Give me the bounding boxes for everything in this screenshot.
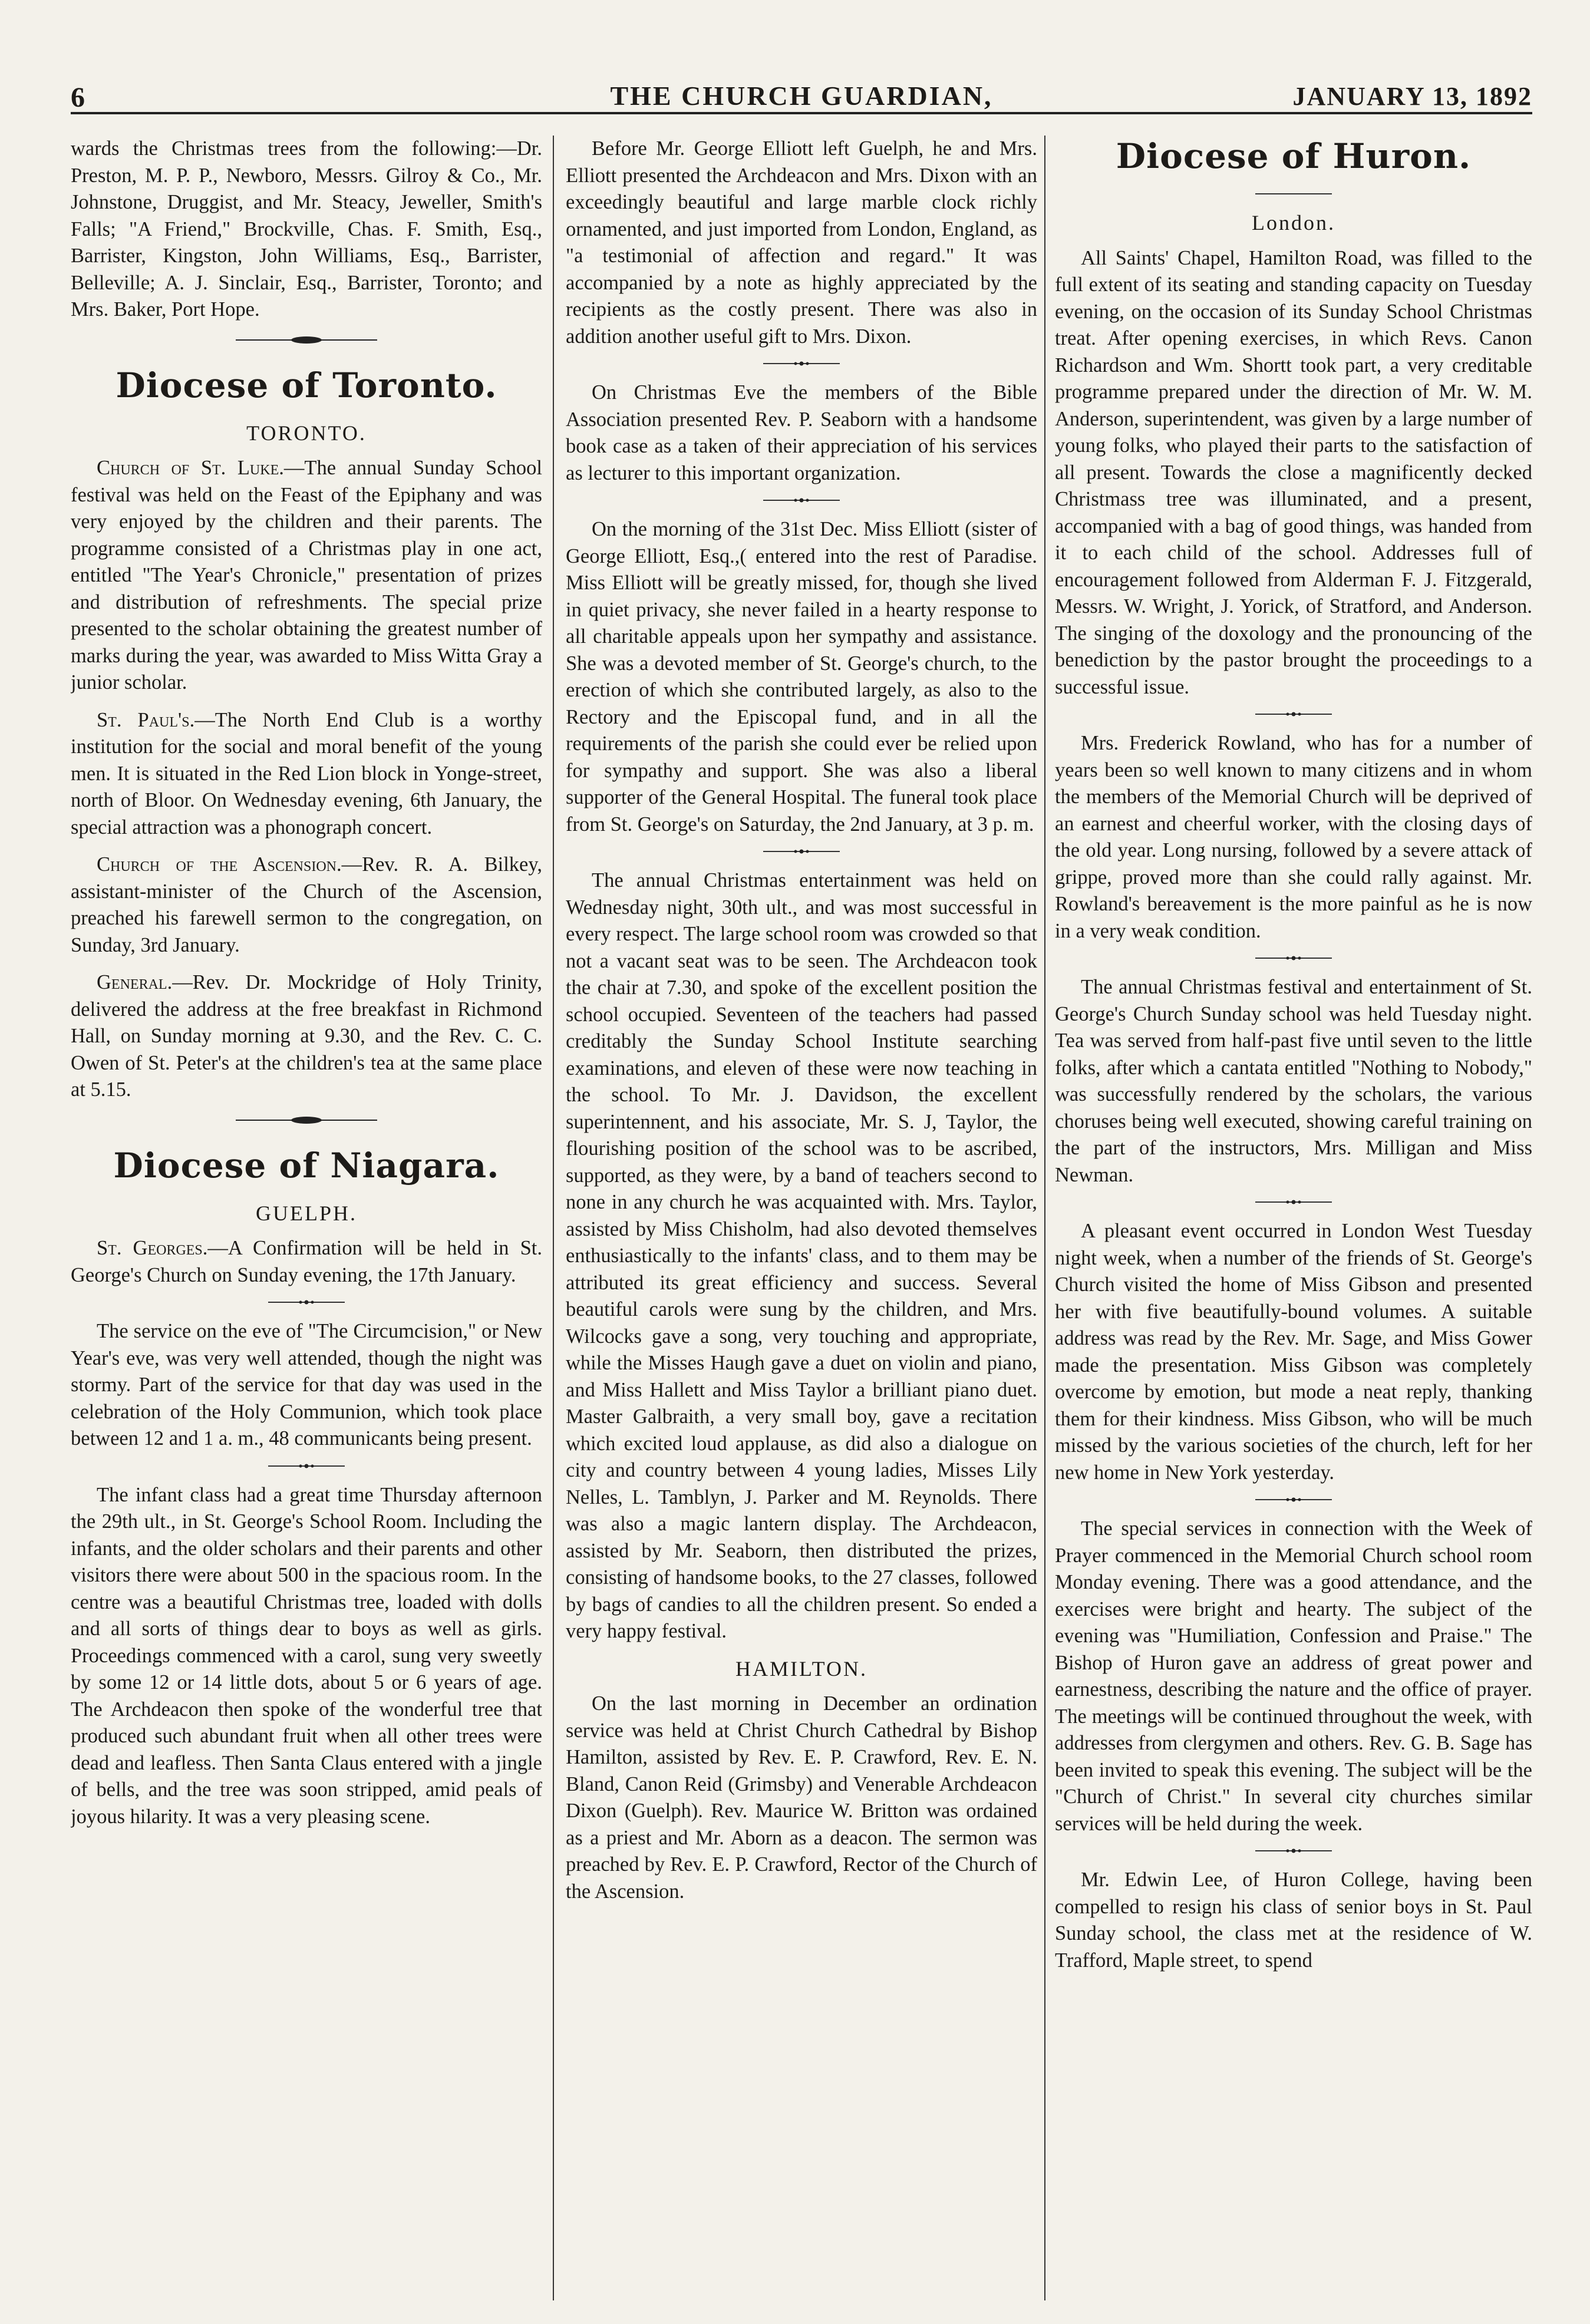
dotted-separator-icon — [1255, 711, 1332, 717]
issue-date: JANUARY 13, 1892 — [1292, 82, 1532, 111]
newspaper-title: THE CHURCH GUARDIAN, — [610, 81, 993, 111]
paragraph-text: —Rev. R. A. Bilkey, assistant-minister of the Church of the Ascension, preached his farewell sermon to the congregation, on Sunday, 3rd January. — [71, 853, 542, 956]
column-rule — [1044, 136, 1045, 2300]
paragraph: A pleasant event occurred in London West Tuesday night week, when a number of the friends of St. George's Church visited the home of Miss Gibson and presented her with five beautifully-bound volumes. A suitable address was read by the Rev. Mr. Sage, and Miss Gower made the presentation. Miss Gibson was completely overcome by emotion, but mode a neat reply, thanking them for their kindness. Miss Gibson, who will be much missed by the various societies of the church, left for her new home in New York yesterday. — [1055, 1220, 1532, 1484]
paragraph-lead: St. Paul's. — [97, 708, 195, 731]
paragraph: On the last morning in December an ordination service was held at Christ Church Cathedral by Bishop Hamilton, assisted by Rev. E. P. Crawford, Rev. E. N. Bland, Canon Reid (Grimsby) and Venerable Archdeacon Dixon (Guelph). Rev. Maurice W. Britton was ordained as a priest and Mr. Aborn as a deacon. The sermon was preached by Rev. E. P. Crawford, Rector of the Church of the Ascension. — [566, 1692, 1037, 1903]
place-heading-hamilton: HAMILTON. — [735, 1656, 867, 1681]
paragraph-text: —The North End Club is a worthy institution for the social and moral benefit of the young men. It is situated in the Red Lion block in Yonge-street, north of Bloor. On Wednesday evening, 6th January, the special attraction was a phonograph concert. — [71, 708, 542, 839]
paragraph: Before Mr. George Elliott left Guelph, he and Mrs. Elliott presented the Archdeacon and Mrs. Dixon with an exceedingly beautiful and large marble clock richly ornamented, and just imported from London, England, as "a testimonial of affection and regard." It was accompanied by a note as highly appreciated by the recipients as the costly present. There was also in addition another useful gift to Mrs. Dixon. — [566, 137, 1037, 348]
paragraph — [71, 707, 542, 841]
masthead — [71, 77, 1532, 114]
paragraph: The service on the eve of "The Circumcision," or New Year's eve, was very well attended, though the night was stormy. Part of the service for that day was used in the celebration of the Holy Communion, which took place between 12 and 1 a. m., 48 communicants being present. — [71, 1320, 542, 1450]
paragraph: On Christmas Eve the members of the Bible Association presented Rev. P. Seaborn with a handsome book case as a taken of their appreciation of his services as lecturer to this important organization. — [566, 381, 1037, 484]
article-continuation: wards the Christmas trees from the following:—Dr. Preston, M. P. P., Newboro, Messrs. Gilroy & Co., Mr. Johnstone, Druggist, and Mr. Steacy, Jeweller, Smith's Falls; "A Friend," Brockville, Chas. F. Smith, Esq., Barrister, Kingston, John Williams, Esq., Barrister, Belleville; A. J. Sinclair, Esq., Barrister, Toronto; and Mrs. Baker, Port Hope. — [71, 137, 542, 321]
paragraph: Mrs. Frederick Rowland, who has for a number of years been so well known to many citizens and in whom the members of the Memorial Church will be deprived of an earnest and cheerful worker, with the closing days of the old year. Long nursing, followed by a severe attack of grippe, proved more than she could rally against. Mr. Rowland's bereavement is the more painful as he is now in a very weak condition. — [1055, 732, 1532, 942]
paragraph — [71, 1235, 542, 1289]
ornamental-rule-icon — [236, 335, 377, 345]
paragraph-lead: Church of St. Luke. — [97, 457, 284, 479]
dotted-separator-icon — [268, 1463, 345, 1469]
dotted-separator-icon — [1255, 1848, 1332, 1854]
paragraph: All Saints' Chapel, Hamilton Road, was filled to the full extent of its seating and standing capacity on Tuesday evening, on the occasion of its Sunday School Christmas treat. After opening exercises, in which Revs. Canon Richardson and Wm. Shortt took part, a very creditable programme prepared under the direction of Mr. W. M. Anderson, superintendent, was given by a large number of young folks, who played their parts to the satisfaction of all present. Towards the close a magnificently decked Christmass tree was illuminated, and a present, accompanied with a bag of good things, was handed from it to each child of the school. Addresses full of encouragement followed from Alderman F. J. Fitzgerald, Messrs. W. Wright, J. Yorick, of Stratford, and Anderson. The singing of the doxology and the pronouncing of the benediction by the pastor brought the proceedings to a successful issue. — [1055, 246, 1532, 698]
dotted-separator-icon — [763, 849, 840, 854]
paragraph: The annual Christmas festival and entertainment of St. George's Church Sunday school was held Tuesday night. Tea was served from half-past five until seven to the little folks, after which a cantata entitled "Nothing to Nobody," was successfully rendered by the scholars, the various choruses being well executed, showing careful training on the part of the instructors, Mrs. Milligan and Miss Newman. — [1055, 976, 1532, 1186]
dotted-separator-icon — [1255, 1199, 1332, 1205]
section-heading-huron: Diocese of Huron. — [1116, 136, 1472, 176]
dotted-separator-icon — [268, 1299, 345, 1305]
paragraph: Mr. Edwin Lee, of Huron College, having been compelled to resign his class of senior boys in St. Paul Sunday school, the class met at the residence of W. Trafford, Maple street, to spend — [1055, 1869, 1532, 1972]
paragraph — [71, 969, 542, 1104]
section-heading-toronto: Diocese of Toronto. — [116, 365, 497, 405]
dotted-separator-icon — [763, 497, 840, 503]
section-heading-niagara: Diocese of Niagara. — [113, 1145, 500, 1186]
dotted-separator-icon — [763, 361, 840, 367]
paragraph — [71, 455, 542, 696]
paragraph-text: —Rev. Dr. Mockridge of Holy Trinity, delivered the address at the free breakfast in Richmond Hall, on Sunday morning at 9.30, and the Rev. C. C. Owen of St. Peter's at the children's tea at the same place at 5.15. — [71, 971, 542, 1101]
paragraph: The annual Christmas entertainment was held on Wednesday night, 30th ult., and was most successful in every respect. The large school room was crowded so that not a vacant seat was to be seen. The Archdeacon took the chair at 7.30, and spoke of the excellent position the school occupied. Seventeen of the teachers had passed creditably the Sunday School Institute searching examinations, and eleven of these were now teaching in the school. To Mr. J. Davidson, the excellent superintennent, and his associate, Mr. S. J, Taylor, the flourishing position of the school was to be ascribed, supported, as they were, by a band of teachers second to none in any church he was acquainted with. Mrs. Taylor, assisted by Miss Chisholm, had also devoted themselves enthusiastically to the infants' class, and to them may be attributed its great efficiency and success. Several beautiful carols were sung by the children, and Mrs. Wilcocks gave a song, very touching and appropriate, while the Misses Haugh gave a duet on violin and piano, and Miss Hallett and Miss Taylor a brilliant piano duet. Master Galbraith, a very small boy, gave a recitation which excited loud applause, as did also a dialogue on city and country between 4 young ladies, Misses Lily Nelles, L. Tamblyn, J. Parker and M. Reynolds. There was also a magic lantern display. The Archdeacon, assisted by Mr. Seaborn, then distributed the prizes, consisting of handsome books, to the 27 classes, followed by bags of candies to all the children present. So ended a very happy festival. — [566, 869, 1037, 1642]
column-rule — [553, 136, 554, 2300]
paragraph-text: —The annual Sunday School festival was held on the Feast of the Epiphany and was very enjoyed by the children and their parents. The programme consisted of a Christmas play in one act, entitled "The Year's Chronicle," presentation of prizes and distribution of refreshments. The special prize presented to the scholar obtaining the greatest number of marks during the year, was awarded to Miss Witta Gray a junior scholar. — [71, 457, 542, 694]
column-2 — [566, 136, 1037, 2300]
paragraph-text: —A Confirmation will be held in St. George's Church on Sunday evening, the 17th January. — [71, 1237, 542, 1286]
paragraph: The special services in connection with the Week of Prayer commenced in the Memorial Church school room Monday evening. There was a good attendance, and the exercises were bright and hearty. The subject of the evening was "Humiliation, Confession and Praise." The Bishop of Huron gave an address of great power and earnestness, describing the nature and the office of prayer. The meetings will be continued throughout the week, with addresses from clergymen and others. Rev. G. B. Sage has been invited to speak this evening. The subject will be the "Church of Christ." In several city churches similar services will be held during the week. — [1055, 1517, 1532, 1835]
dotted-separator-icon — [1255, 191, 1332, 197]
column-1 — [71, 136, 542, 2300]
place-heading-guelph: GUELPH. — [256, 1201, 357, 1225]
place-heading-toronto: TORONTO. — [246, 421, 367, 445]
dotted-separator-icon — [1255, 1497, 1332, 1503]
paragraph-lead: General. — [97, 971, 173, 993]
paragraph-lead: St. Georges. — [97, 1237, 208, 1259]
dotted-separator-icon — [1255, 955, 1332, 961]
ornamental-rule-icon — [236, 1115, 377, 1125]
paragraph — [71, 851, 542, 959]
paragraph: The infant class had a great time Thursday afternoon the 29th ult., in St. George's School Room. Including the infants, and the older scholars and their parents and other visitors there were about 500 in the spacious room. In the centre was a beautiful Christmas tree, loaded with dolls and all sorts of things dear to boys as well as girls. Proceedings commenced with a carol, sung very sweetly by some 12 or 14 little dots, about 5 or 6 years of age. The Archdeacon then spoke of the wonderful tree that produced such abundant fruit when all other trees were dead and leafless. Then Santa Claus entered with a jingle of bells, and the tree was soon stripped, amid peals of joyous hilarity. It was a very pleasing scene. — [71, 1483, 542, 1828]
page-number: 6 — [71, 82, 85, 113]
paragraph: On the morning of the 31st Dec. Miss Elliott (sister of George Elliott, Esq.,( entered into the rest of Paradise. Miss Elliott will be greatly missed, for, though she lived in quiet privacy, she never failed in a hearty response to all charitable appeals upon her sympathy and assistance. She was a devoted member of St. George's church, to the erection of which she contributed largely, as also to the Rectory and the Episcopal fund, and in all the requirements of the parish she could ever be relied upon for sympathy and support. She was also a liberal supporter of the General Hospital. The funeral took place from St. George's on Saturday, the 2nd January, at 3 p. m. — [566, 518, 1037, 836]
column-3 — [1055, 136, 1532, 2300]
paragraph-lead: Church of the Ascension. — [97, 853, 342, 876]
place-heading-london: London. — [1252, 211, 1335, 235]
